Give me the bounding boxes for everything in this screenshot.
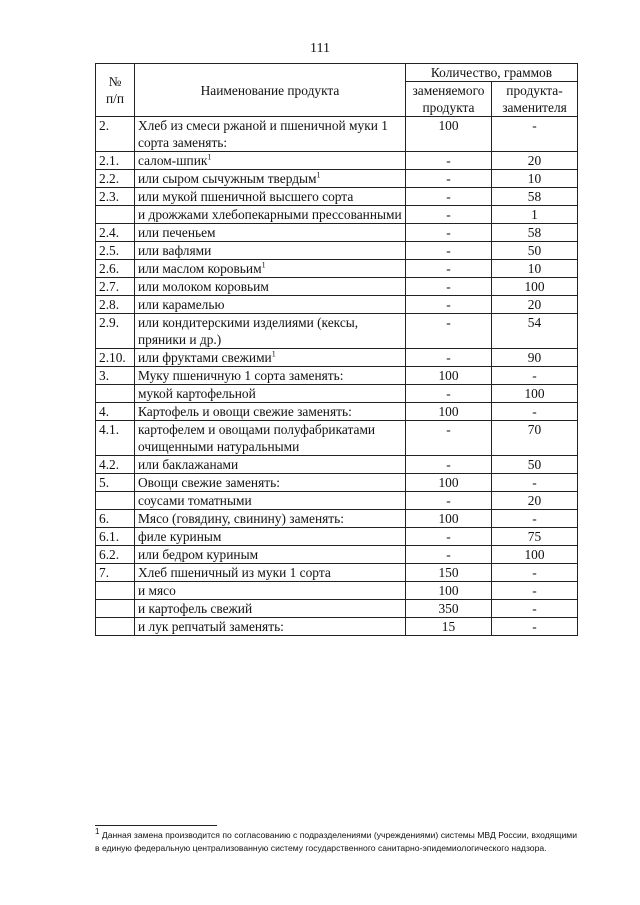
product-name-text: и дрожжами хлебопекарными прессованными	[138, 207, 402, 222]
replaced-qty	[406, 474, 492, 492]
product-name	[135, 278, 406, 296]
product-name-text: Овощи свежие заменять:	[138, 475, 280, 490]
footnote-ref: 1	[207, 152, 212, 162]
replaced-qty-text: 350	[438, 601, 459, 616]
substitute-qty	[492, 385, 578, 403]
substitute-qty-text: 20	[527, 153, 542, 168]
replaced-qty-text: 100	[438, 368, 459, 383]
row-number	[96, 314, 135, 349]
replaced-qty	[406, 206, 492, 224]
substitute-qty	[492, 170, 578, 188]
product-name	[135, 242, 406, 260]
product-name-text: салом-шпик	[138, 153, 208, 168]
footnote-ref: 1	[261, 260, 266, 270]
replaced-qty	[406, 456, 492, 474]
product-name	[135, 618, 406, 636]
product-name	[135, 510, 406, 528]
replaced-qty-text: 100	[438, 583, 459, 598]
replaced-qty-text: -	[446, 457, 451, 472]
substitute-qty-text: -	[532, 619, 537, 634]
table-row	[96, 242, 578, 260]
product-name-text: или карамелью	[138, 297, 225, 312]
row-number-text: 6.	[99, 511, 110, 526]
header-substitute: продукта-заменителя	[492, 82, 578, 117]
table-row	[96, 385, 578, 403]
product-name	[135, 206, 406, 224]
row-number-text: 2.8.	[99, 297, 120, 312]
product-name-text: или молоком коровьим	[138, 279, 269, 294]
substitute-qty-text: 70	[527, 422, 542, 437]
row-number	[96, 152, 135, 170]
table-row	[96, 528, 578, 546]
substitute-qty	[492, 474, 578, 492]
row-number	[96, 421, 135, 456]
replaced-qty	[406, 600, 492, 618]
product-name-text: картофелем и овощами полуфабрикатами очищенными натуральными	[138, 422, 376, 454]
product-name-text: и мясо	[138, 583, 176, 598]
replaced-qty	[406, 421, 492, 456]
substitute-qty-text: -	[532, 475, 537, 490]
replaced-qty-text: -	[446, 493, 451, 508]
product-name	[135, 403, 406, 421]
substitute-qty	[492, 582, 578, 600]
replaced-qty	[406, 224, 492, 242]
product-name-text: филе куриным	[138, 529, 222, 544]
substitute-qty	[492, 421, 578, 456]
row-number	[96, 224, 135, 242]
substitute-qty-text: 50	[527, 243, 542, 258]
table-row	[96, 474, 578, 492]
table-row	[96, 224, 578, 242]
table-row	[96, 349, 578, 367]
substitute-qty-text: -	[532, 368, 537, 383]
row-number	[96, 367, 135, 385]
replaced-qty-text: -	[446, 225, 451, 240]
substitute-qty-text: 100	[524, 279, 545, 294]
header-replaced: заменяемого продукта	[406, 82, 492, 117]
footnote-ref: 1	[316, 170, 321, 180]
row-number-text: 2.3.	[99, 189, 120, 204]
product-name-text: или сыром сычужным твердым	[138, 171, 317, 186]
substitute-qty-text: -	[532, 565, 537, 580]
product-name	[135, 224, 406, 242]
replaced-qty	[406, 546, 492, 564]
table-body	[96, 117, 578, 636]
table-row	[96, 152, 578, 170]
substitute-qty-text: -	[532, 601, 537, 616]
replaced-qty	[406, 564, 492, 582]
substitution-table	[95, 63, 578, 636]
table-row	[96, 367, 578, 385]
footnote-text: Данная замена производится по согласованию с подразделениями (учреждениями) системы МВД России, входящими в единую федеральную централизованную систему государственного санитарно-эпидемиологического надзора.	[95, 830, 577, 853]
header-name: Наименование продукта	[135, 64, 406, 117]
replaced-qty	[406, 528, 492, 546]
substitute-qty	[492, 546, 578, 564]
row-number	[96, 296, 135, 314]
replaced-qty	[406, 117, 492, 152]
row-number-text: 2.6.	[99, 261, 120, 276]
replaced-qty-text: -	[446, 189, 451, 204]
substitute-qty-text: 100	[524, 386, 545, 401]
replaced-qty	[406, 314, 492, 349]
replaced-qty-text: 100	[438, 511, 459, 526]
product-name-text: Картофель и овощи свежие заменять:	[138, 404, 352, 419]
table-row	[96, 403, 578, 421]
table-row	[96, 492, 578, 510]
row-number-text: 7.	[99, 565, 110, 580]
table-row	[96, 564, 578, 582]
replaced-qty-text: -	[446, 261, 451, 276]
product-name-text: или мукой пшеничной высшего сорта	[138, 189, 354, 204]
table-row	[96, 314, 578, 349]
replaced-qty-text: 100	[438, 475, 459, 490]
replaced-qty-text: -	[446, 297, 451, 312]
row-number-text: 6.2.	[99, 547, 120, 562]
product-name	[135, 367, 406, 385]
row-number-text: 2.9.	[99, 315, 120, 330]
replaced-qty	[406, 242, 492, 260]
replaced-qty	[406, 367, 492, 385]
row-number-text: 4.1.	[99, 422, 120, 437]
row-number-text: 2.1.	[99, 153, 120, 168]
substitute-qty-text: 10	[527, 171, 542, 186]
row-number-text: 2.5.	[99, 243, 120, 258]
table-row	[96, 456, 578, 474]
product-name	[135, 296, 406, 314]
product-name	[135, 564, 406, 582]
product-name	[135, 456, 406, 474]
replaced-qty	[406, 278, 492, 296]
substitute-qty	[492, 117, 578, 152]
product-name	[135, 260, 406, 278]
footnote-ref: 1	[271, 349, 276, 359]
row-number	[96, 188, 135, 206]
substitute-qty-text: 20	[527, 493, 542, 508]
product-name-text: соусами томатными	[138, 493, 252, 508]
product-name-text: или маслом коровьим	[138, 261, 262, 276]
table-row	[96, 600, 578, 618]
row-number	[96, 242, 135, 260]
table-row	[96, 421, 578, 456]
substitute-qty-text: -	[532, 118, 537, 133]
substitute-qty-text: -	[532, 583, 537, 598]
row-number	[96, 492, 135, 510]
product-name-text: или печеньем	[138, 225, 216, 240]
substitute-qty	[492, 152, 578, 170]
product-name	[135, 492, 406, 510]
row-number	[96, 474, 135, 492]
replaced-qty	[406, 170, 492, 188]
replaced-qty	[406, 296, 492, 314]
table-row	[96, 170, 578, 188]
substitute-qty	[492, 456, 578, 474]
replaced-qty-text: -	[446, 243, 451, 258]
replaced-qty-text: 15	[441, 619, 456, 634]
row-number	[96, 278, 135, 296]
product-name	[135, 600, 406, 618]
row-number-text: 4.	[99, 404, 110, 419]
product-name	[135, 582, 406, 600]
replaced-qty-text: -	[446, 350, 451, 365]
table-row	[96, 188, 578, 206]
footnote-rule	[95, 825, 217, 826]
product-name-text: или фруктами свежими	[138, 350, 272, 365]
table-row	[96, 278, 578, 296]
product-name	[135, 117, 406, 152]
replaced-qty	[406, 188, 492, 206]
table-row	[96, 260, 578, 278]
replaced-qty-text: 100	[438, 118, 459, 133]
substitute-qty	[492, 564, 578, 582]
replaced-qty	[406, 385, 492, 403]
replaced-qty	[406, 618, 492, 636]
product-name	[135, 314, 406, 349]
substitute-qty-text: 50	[527, 457, 542, 472]
footnote-marker: 1	[95, 827, 100, 837]
substitute-qty	[492, 278, 578, 296]
product-name-text: Муку пшеничную 1 сорта заменять:	[138, 368, 344, 383]
row-number	[96, 385, 135, 403]
table-row	[96, 206, 578, 224]
substitute-qty	[492, 224, 578, 242]
row-number-text: 2.	[99, 118, 110, 133]
substitute-qty	[492, 314, 578, 349]
substitute-qty	[492, 242, 578, 260]
header-row-top	[96, 64, 578, 82]
substitute-qty-text: 54	[527, 315, 542, 330]
substitute-qty-text: 75	[527, 529, 542, 544]
row-number-text: 2.2.	[99, 171, 120, 186]
substitute-qty-text: 10	[527, 261, 542, 276]
substitute-qty	[492, 492, 578, 510]
replaced-qty-text: -	[446, 386, 451, 401]
product-name-text: или баклажанами	[138, 457, 239, 472]
row-number-text: 4.2.	[99, 457, 120, 472]
replaced-qty-text: -	[446, 547, 451, 562]
product-name-text: мукой картофельной	[138, 386, 256, 401]
product-name	[135, 152, 406, 170]
product-name	[135, 546, 406, 564]
row-number	[96, 117, 135, 152]
substitute-qty	[492, 528, 578, 546]
row-number	[96, 600, 135, 618]
row-number-text: 6.1.	[99, 529, 120, 544]
substitute-qty-text: 90	[527, 350, 542, 365]
footnote	[95, 829, 577, 854]
substitute-qty	[492, 510, 578, 528]
table-row	[96, 546, 578, 564]
product-name-text: Хлеб из смеси ржаной и пшеничной муки 1 сорта заменять:	[138, 118, 388, 150]
product-name	[135, 188, 406, 206]
substitute-qty	[492, 349, 578, 367]
substitute-qty-text: -	[532, 404, 537, 419]
replaced-qty-text: -	[446, 315, 451, 330]
page-number: 111	[310, 41, 330, 56]
row-number	[96, 564, 135, 582]
replaced-qty-text: 150	[438, 565, 459, 580]
substitute-qty-text: 100	[524, 547, 545, 562]
row-number-text: 2.7.	[99, 279, 120, 294]
row-number	[96, 206, 135, 224]
row-number	[96, 349, 135, 367]
replaced-qty-text: -	[446, 153, 451, 168]
row-number	[96, 528, 135, 546]
substitute-qty-text: 1	[531, 207, 538, 222]
row-number	[96, 582, 135, 600]
substitute-qty	[492, 600, 578, 618]
substitute-qty	[492, 367, 578, 385]
product-name-text: Мясо (говядину, свинину) заменять:	[138, 511, 344, 526]
substitute-qty-text: 58	[527, 225, 542, 240]
table-row	[96, 582, 578, 600]
replaced-qty-text: -	[446, 422, 451, 437]
table-row	[96, 618, 578, 636]
replaced-qty-text: -	[446, 529, 451, 544]
row-number-text: 5.	[99, 475, 110, 490]
product-name-text: и картофель свежий	[138, 601, 253, 616]
replaced-qty	[406, 260, 492, 278]
product-name	[135, 528, 406, 546]
substitute-qty	[492, 618, 578, 636]
replaced-qty-text: -	[446, 171, 451, 186]
row-number	[96, 260, 135, 278]
table-row	[96, 296, 578, 314]
replaced-qty-text: 100	[438, 404, 459, 419]
substitute-qty	[492, 188, 578, 206]
table-row	[96, 510, 578, 528]
product-name	[135, 385, 406, 403]
replaced-qty	[406, 510, 492, 528]
row-number	[96, 510, 135, 528]
product-name-text: или вафлями	[138, 243, 212, 258]
row-number	[96, 618, 135, 636]
row-number-text: 2.4.	[99, 225, 120, 240]
replaced-qty-text: -	[446, 207, 451, 222]
row-number	[96, 456, 135, 474]
table-row	[96, 117, 578, 152]
replaced-qty	[406, 349, 492, 367]
substitute-qty	[492, 403, 578, 421]
row-number-text: 2.10.	[99, 350, 126, 365]
product-name	[135, 170, 406, 188]
replaced-qty	[406, 492, 492, 510]
product-name-text: или кондитерскими изделиями (кексы, пряники и др.)	[138, 315, 359, 347]
row-number	[96, 170, 135, 188]
substitute-qty	[492, 260, 578, 278]
replaced-qty	[406, 582, 492, 600]
substitute-qty-text: 20	[527, 297, 542, 312]
product-name-text: или бедром куриным	[138, 547, 259, 562]
product-name	[135, 474, 406, 492]
replaced-qty	[406, 403, 492, 421]
substitute-qty-text: -	[532, 511, 537, 526]
substitute-qty	[492, 206, 578, 224]
row-number-text: 3.	[99, 368, 110, 383]
product-name-text: Хлеб пшеничный из муки 1 сорта	[138, 565, 331, 580]
row-number	[96, 403, 135, 421]
substitute-qty	[492, 296, 578, 314]
row-number	[96, 546, 135, 564]
substitute-qty-text: 58	[527, 189, 542, 204]
replaced-qty-text: -	[446, 279, 451, 294]
product-name-text: и лук репчатый заменять:	[138, 619, 284, 634]
product-name	[135, 349, 406, 367]
header-qty: Количество, граммов	[406, 64, 578, 82]
header-num: № п/п	[96, 64, 135, 117]
replaced-qty	[406, 152, 492, 170]
product-name	[135, 421, 406, 456]
